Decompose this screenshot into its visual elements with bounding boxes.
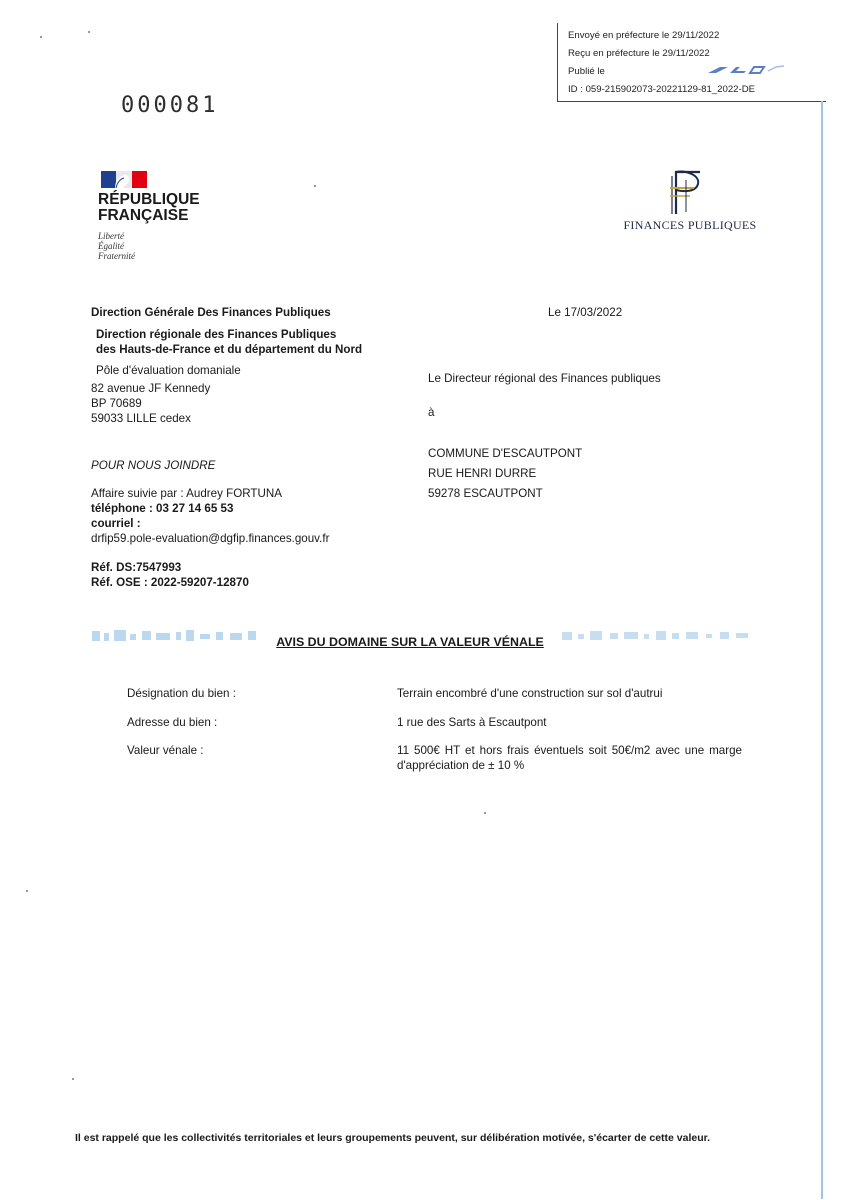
finances-publiques-wordmark: FINANCES PUBLIQUES bbox=[623, 218, 757, 232]
document-date: Le 17/03/2022 bbox=[548, 306, 623, 319]
sender-drfip-line-2: des Hauts-de-France et du département du Nord bbox=[96, 343, 363, 356]
sender-address-line-1: 82 avenue JF Kennedy bbox=[91, 382, 211, 395]
recipient-line-1: COMMUNE D'ESCAUTPONT bbox=[428, 447, 583, 460]
adresse-value: 1 rue des Sarts à Escautpont bbox=[397, 716, 547, 729]
contact-affaire: Affaire suivie par : Audrey FORTUNA bbox=[91, 487, 282, 500]
ref-ds: Réf. DS:7547993 bbox=[91, 561, 182, 574]
finances-publiques-emblem-icon bbox=[664, 166, 708, 216]
stamp-id-line: ID : 059-215902073-20221129-81_2022-DE bbox=[568, 84, 756, 95]
sender-address bbox=[91, 381, 210, 426]
adresse-label: Adresse du bien : bbox=[127, 716, 218, 729]
recipient-line-2: RUE HENRI DURRE bbox=[428, 467, 537, 480]
from-title: Le Directeur régional des Finances publiques bbox=[428, 372, 661, 385]
designation-label: Désignation du bien : bbox=[127, 687, 236, 700]
stamp-sent-line: Envoyé en préfecture le 29/11/2022 bbox=[568, 30, 720, 41]
scan-speck bbox=[88, 31, 90, 33]
designation-value: Terrain encombré d'une construction sur sol d'autrui bbox=[397, 687, 663, 700]
contact-email-label: courriel : bbox=[91, 517, 141, 530]
recipient-line-3: 59278 ESCAUTPONT bbox=[428, 487, 543, 500]
sender-address-line-2: BP 70689 bbox=[91, 397, 142, 410]
scan-speck bbox=[484, 812, 486, 814]
avis-title: AVIS DU DOMAINE SUR LA VALEUR VÉNALE bbox=[276, 635, 544, 649]
valeur-value: 11 500€ HT et hors frais éventuels soit 50€/m2 avec une marge d'appréciation de ± 10 % bbox=[397, 744, 742, 772]
republic-motto bbox=[98, 231, 135, 261]
banner-scan-noise-right bbox=[560, 627, 760, 645]
recipient-address bbox=[428, 444, 582, 504]
valeur-label: Valeur vénale : bbox=[127, 744, 204, 757]
slo-logo-icon bbox=[706, 64, 786, 76]
sender-address-line-3: 59033 LILLE cedex bbox=[91, 412, 191, 425]
motto-liberte: Liberté bbox=[98, 231, 124, 241]
to-word: à bbox=[428, 406, 435, 419]
contact-email: drfip59.pole-evaluation@dgfip.finances.gouv.fr bbox=[91, 532, 330, 545]
contact-telephone: téléphone : 03 27 14 65 53 bbox=[91, 502, 234, 515]
motto-egalite: Égalité bbox=[98, 241, 124, 251]
republique-francaise-wordmark bbox=[98, 192, 200, 224]
scan-speck bbox=[26, 890, 28, 892]
scan-speck bbox=[314, 185, 316, 187]
marianne-flag-icon bbox=[101, 171, 147, 188]
sender-pole: Pôle d'évaluation domaniale bbox=[96, 364, 241, 377]
references bbox=[91, 560, 249, 590]
contact-block bbox=[91, 486, 329, 546]
ref-ose: Réf. OSE : 2022-59207-12870 bbox=[91, 576, 249, 589]
document-number: 000081 bbox=[121, 93, 219, 118]
prefecture-stamp bbox=[557, 23, 826, 102]
right-margin-rule bbox=[821, 101, 823, 1199]
banner-scan-noise-left bbox=[90, 627, 260, 645]
stamp-published-line: Publié le bbox=[568, 66, 605, 77]
sender-drfip bbox=[96, 327, 362, 357]
scan-speck bbox=[40, 36, 42, 38]
motto-fraternite: Fraternité bbox=[98, 251, 135, 261]
rf-name-line-1: RÉPUBLIQUE bbox=[98, 191, 200, 208]
sender-drfip-line-1: Direction régionale des Finances Publiques bbox=[96, 328, 337, 341]
sender-dgfip: Direction Générale Des Finances Publiques bbox=[91, 306, 331, 319]
footer-note: Il est rappelé que les collectivités territoriales et leurs groupements peuvent, sur délibération motivée, s'écarter de cette valeur. bbox=[75, 1132, 711, 1144]
contact-title: POUR NOUS JOINDRE bbox=[91, 459, 216, 472]
rf-name-line-2: FRANÇAISE bbox=[98, 207, 189, 224]
scan-speck bbox=[72, 1078, 74, 1080]
stamp-received-line: Reçu en préfecture le 29/11/2022 bbox=[568, 48, 710, 59]
